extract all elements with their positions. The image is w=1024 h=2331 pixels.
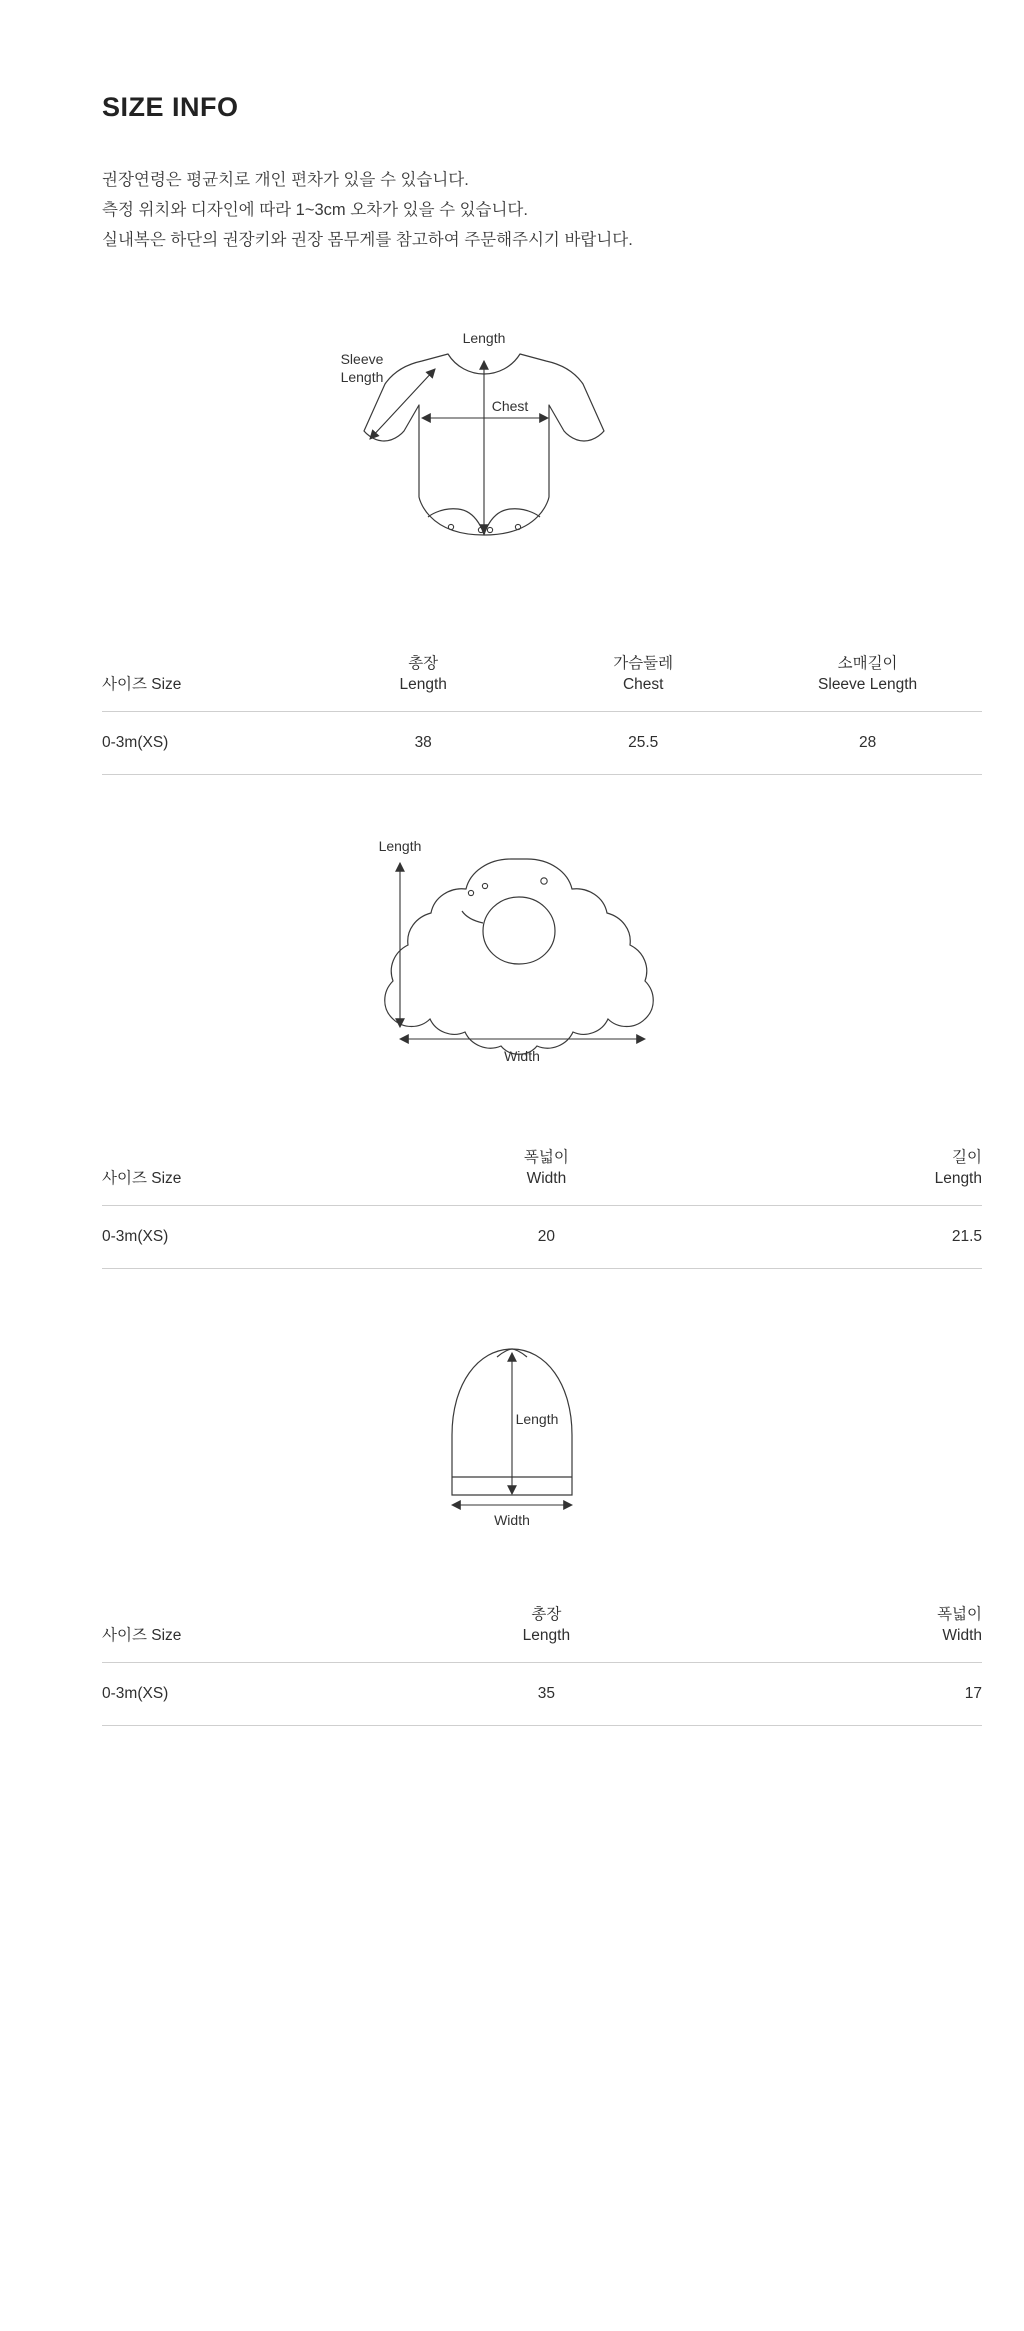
- hat-header-length: 총장 Length: [401, 1594, 691, 1663]
- romper-header-size: 사이즈 Size: [102, 643, 313, 712]
- romper-sleeve-label-line2: Length: [340, 369, 384, 385]
- table-row: [102, 1663, 982, 1726]
- romper-table-head: [102, 643, 982, 712]
- romper-size-table-wrap: [72, 643, 952, 775]
- header-section: [72, 0, 952, 255]
- hat-diagram-svg: [252, 1327, 772, 1542]
- table-header-row: [102, 643, 982, 712]
- page-title: SIZE INFO: [102, 92, 239, 122]
- hat-size-table-wrap: [72, 1594, 982, 1726]
- bib-size-table: [102, 1137, 982, 1269]
- romper-row-chest: 25.5: [533, 712, 753, 775]
- hat-table-body: [102, 1663, 982, 1726]
- hat-row-width: 17: [692, 1663, 982, 1726]
- bib-row-size: 0-3m(XS): [102, 1206, 401, 1269]
- hat-table-head: [102, 1594, 982, 1663]
- romper-header-chest: 가슴둘레 Chest: [533, 643, 753, 712]
- romper-illustration: [0, 321, 1024, 591]
- bib-row-width: 20: [401, 1206, 691, 1269]
- romper-length-label: Length: [462, 330, 506, 346]
- hat-illustration: [0, 1327, 1024, 1542]
- bib-header-length: 길이 Length: [692, 1137, 982, 1206]
- hat-row-size: 0-3m(XS): [102, 1663, 401, 1726]
- bib-row-length: 21.5: [692, 1206, 982, 1269]
- note-line-1: 권장연령은 평균치로 개인 편차가 있을 수 있습니다.: [102, 171, 469, 189]
- hat-header-size: 사이즈 Size: [102, 1594, 401, 1663]
- note-line-2: 측정 위치와 디자인에 따라 1~3cm 오차가 있을 수 있습니다.: [102, 201, 528, 219]
- bib-illustration: [0, 831, 1024, 1081]
- romper-table-body: [102, 712, 982, 775]
- bib-table-body: [102, 1206, 982, 1269]
- notes-block: [102, 165, 922, 255]
- romper-chest-label: Chest: [491, 398, 529, 414]
- romper-size-table: [102, 643, 982, 775]
- table-row: [102, 1206, 982, 1269]
- bib-header-width: 폭넓이 Width: [401, 1137, 691, 1206]
- note-line-3: 실내복은 하단의 권장키와 권장 몸무게를 참고하여 주문해주시기 바랍니다.: [102, 231, 633, 249]
- table-row: [102, 712, 982, 775]
- romper-header-length: 총장 Length: [313, 643, 533, 712]
- bib-diagram-svg: [252, 831, 772, 1081]
- bottom-spacer: [0, 1726, 1024, 1846]
- romper-row-size: 0-3m(XS): [102, 712, 313, 775]
- bib-length-label: Length: [378, 838, 422, 854]
- romper-sleeve-label-line1: Sleeve: [340, 351, 384, 367]
- bib-size-table-wrap: [72, 1137, 982, 1269]
- table-header-row: [102, 1137, 982, 1206]
- bib-table-head: [102, 1137, 982, 1206]
- romper-header-sleeve: 소매길이 Sleeve Length: [753, 643, 982, 712]
- hat-header-width: 폭넓이 Width: [692, 1594, 982, 1663]
- table-header-row: [102, 1594, 982, 1663]
- hat-row-length: 35: [401, 1663, 691, 1726]
- bib-snap-icon: [468, 878, 547, 896]
- bib-outline: [385, 859, 654, 1054]
- romper-row-sleeve: 28: [753, 712, 982, 775]
- hat-width-label: Width: [494, 1512, 530, 1528]
- hat-size-table: [102, 1594, 982, 1726]
- romper-diagram-svg: [252, 321, 772, 591]
- romper-row-length: 38: [313, 712, 533, 775]
- bib-header-size: 사이즈 Size: [102, 1137, 401, 1206]
- bib-width-label: Width: [504, 1048, 540, 1064]
- hat-length-label: Length: [515, 1411, 559, 1427]
